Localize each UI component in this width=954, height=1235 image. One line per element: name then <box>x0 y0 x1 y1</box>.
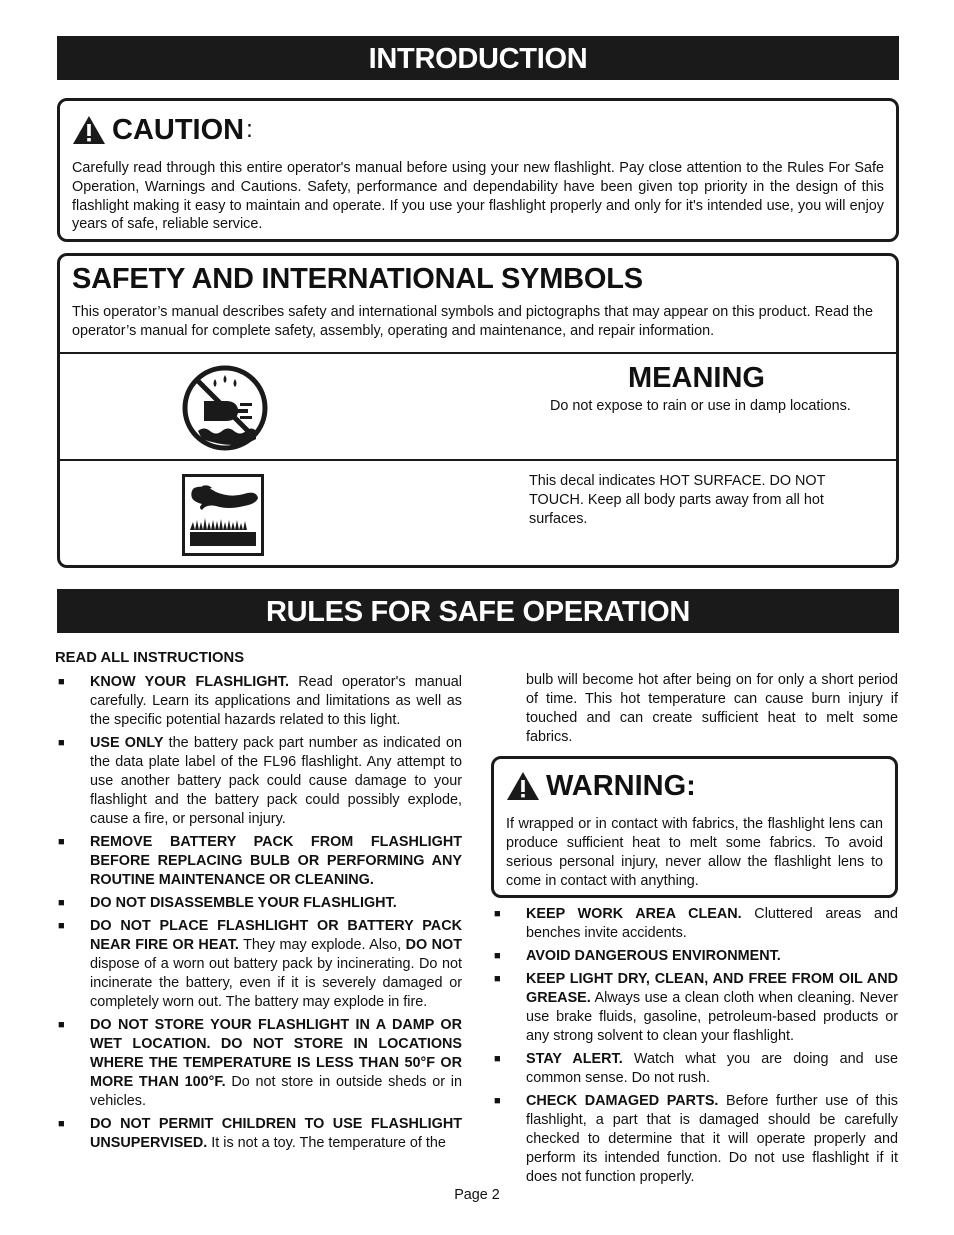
rule-bold: KEEP LIGHT DRY, CLEAN, AND FREE FROM OIL AND GREASE. <box>526 971 898 1006</box>
rule-text-2: dispose of a worn out battery pack by incinerating. Do not incinerate the battery, even if it is severely damaged or completely worn out. The battery may explode in fire. <box>90 956 462 1010</box>
warning-heading <box>506 771 696 801</box>
continued-text: bulb will become hot after being on for only a short period of time. This hot temperature can cause burn injury if touched and can create sufficient heat to melt some fabrics. <box>526 672 898 745</box>
bullet: ■ <box>58 676 65 688</box>
rule-item <box>55 833 462 890</box>
rule-item <box>55 734 462 829</box>
rule-text: They may explode. Also, <box>238 937 406 953</box>
meaning-text-hot: This decal indicates HOT SURFACE. DO NOT TOUCH. Keep all body parts away from all hot surfaces. <box>529 473 826 527</box>
warning-triangle-icon <box>506 771 540 801</box>
warning-box <box>491 756 898 898</box>
rule-text: the battery pack part number as indicated on the data plate label of the FL96 flashlight. Any attempt to use another battery pack could cause damage to your flashlight and the battery pack could possibly explode, cause a fire, or personal injury. <box>90 735 462 827</box>
meaning-header: MEANING <box>628 362 765 394</box>
symbols-box <box>57 253 899 568</box>
rule-item <box>55 673 462 730</box>
rule-text: Always use a clean cloth when cleaning. Never use brake fluids, gasoline, petroleum-based products or any strong solvent to clean your flashlight. <box>526 990 898 1044</box>
rule-text: Before further use of this flashlight, a part that is damaged should be carefully checked to determine that it will operate properly and perform its intended function. Do not use flashlight if it does not function properly. <box>526 1093 898 1185</box>
divider <box>60 459 896 461</box>
rule-text: Cluttered areas and benches invite accidents. <box>526 906 898 941</box>
caution-box <box>57 98 899 242</box>
rule-bold: DO NOT STORE YOUR FLASHLIGHT IN A DAMP OR WET LOCATION. DO NOT STORE IN LOCATIONS WHERE THE TEMPERATURE IS LESS THAN 50°F OR MORE THAN 100°F. <box>90 1017 462 1090</box>
bullet: ■ <box>58 920 65 932</box>
caution-title: CAUTION <box>112 113 245 146</box>
caution-text: Carefully read through this entire operator's manual before using your new flashlight. Pay close attention to the Rules For Safe Operation, Warnings and Cautions. Safety, performance and dependability have been given top priority in the design of this flashlight making it easy to maintain and operate. If you use your flashlight properly and only for it's intended use, you will enjoy years of safe, reliable service. <box>72 160 884 233</box>
rule-item <box>55 1016 462 1111</box>
meaning-text-rain: Do not expose to rain or use in damp locations. <box>550 398 851 414</box>
bullet: ■ <box>494 1053 501 1065</box>
bullet: ■ <box>58 737 65 749</box>
rule-item <box>55 894 462 913</box>
rule-item <box>491 1092 898 1187</box>
rule-bold: STAY ALERT. <box>526 1051 623 1067</box>
divider <box>60 352 896 354</box>
rule-text: Do not store in outside sheds or in vehicles. <box>90 1074 463 1109</box>
rule-bold-2: DO NOT <box>405 937 462 953</box>
rule-item <box>55 917 462 1012</box>
warning-title: WARNING: <box>546 769 696 802</box>
bullet: ■ <box>494 950 501 962</box>
warning-triangle-icon <box>72 115 106 145</box>
rule-bold: KEEP WORK AREA CLEAN. <box>526 906 742 922</box>
right-column <box>491 671 898 747</box>
left-column <box>55 649 462 1157</box>
rules-banner <box>57 589 899 633</box>
bullet: ■ <box>58 836 65 848</box>
rule-bold: KNOW YOUR FLASHLIGHT. <box>90 674 289 690</box>
introduction-banner <box>57 36 899 80</box>
bullet: ■ <box>58 1118 65 1130</box>
read-instructions-subheading: READ ALL INSTRUCTIONS <box>55 650 245 666</box>
rule-bold: AVOID DANGEROUS ENVIRONMENT. <box>526 948 781 964</box>
caution-heading <box>72 115 253 145</box>
hot-surface-icon <box>182 474 264 556</box>
rule-item <box>55 1115 462 1153</box>
page-number: Page 2 <box>454 1187 500 1203</box>
warning-text: If wrapped or in contact with fabrics, the flashlight lens can produce sufficient heat to melt some fabrics. To avoid serious personal injury, never allow the flashlight lens to come in contact with anything. <box>506 816 883 889</box>
bullet: ■ <box>58 1019 65 1031</box>
no-rain-damp-icon <box>182 365 268 451</box>
rule-bold: DO NOT DISASSEMBLE YOUR FLASHLIGHT. <box>90 895 397 911</box>
symbols-description: This operator’s manual describes safety and international symbols and pictographs that may appear on this product. Read the operator’s manual for complete safety, assembly, operating and maintenance, and repair information. <box>72 304 874 339</box>
rule-item <box>491 947 898 966</box>
rule-text: Read operator's manual carefully. Learn its applications and limitations as well as the specific potential hazards related to this light. <box>90 674 463 728</box>
bullet: ■ <box>58 897 65 909</box>
rule-item <box>491 905 898 943</box>
bullet: ■ <box>494 973 501 985</box>
rule-bold: CHECK DAMAGED PARTS. <box>526 1093 719 1109</box>
rule-bold: USE ONLY <box>90 735 164 751</box>
rule-bold: DO NOT PLACE FLASHLIGHT OR BATTERY PACK NEAR FIRE OR HEAT. <box>90 918 462 953</box>
rule-bold: REMOVE BATTERY PACK FROM FLASHLIGHT BEFORE REPLACING BULB OR PERFORMING ANY ROUTINE MAINTENANCE OR CLEANING. <box>90 834 462 888</box>
rule-text: Watch what you are doing and use common sense. Do not rush. <box>526 1051 898 1086</box>
rule-continuation <box>491 671 898 747</box>
rules-heading: RULES FOR SAFE OPERATION <box>265 596 691 628</box>
rule-item <box>491 970 898 1046</box>
introduction-heading: INTRODUCTION <box>368 43 588 75</box>
bullet: ■ <box>494 908 501 920</box>
rule-bold: DO NOT PERMIT CHILDREN TO USE FLASHLIGHT UNSUPERVISED. <box>90 1116 462 1151</box>
caution-colon: : <box>246 116 253 143</box>
symbols-title: SAFETY AND INTERNATIONAL SYMBOLS <box>72 263 643 295</box>
rule-item <box>491 1050 898 1088</box>
right-column-rules <box>491 905 898 1191</box>
bullet: ■ <box>494 1095 501 1107</box>
rule-text: It is not a toy. The temperature of the <box>207 1135 446 1151</box>
